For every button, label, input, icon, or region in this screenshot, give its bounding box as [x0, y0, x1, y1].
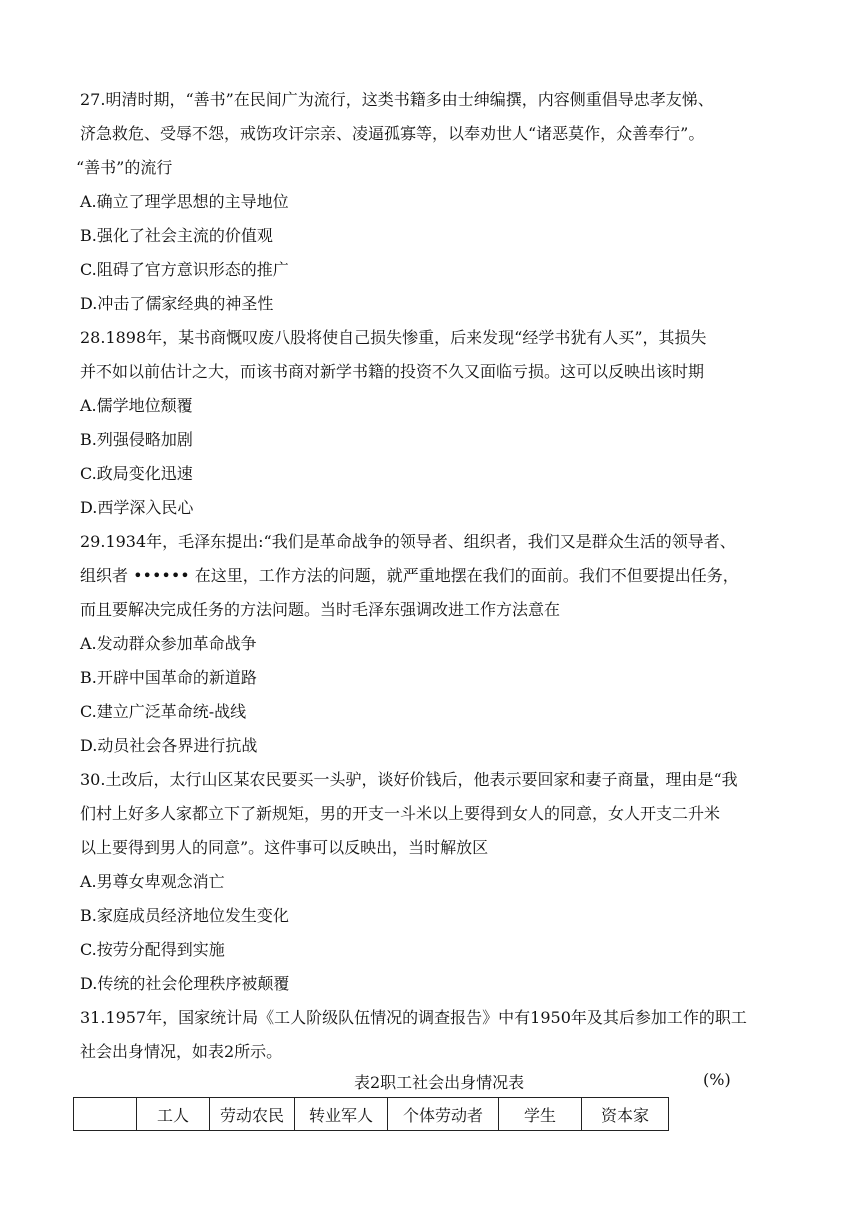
q27-line-1: 27.明清时期，“善书”在民间广为流行，这类书籍多由士绅编撰，内容侧重倡导忠孝友悌、 [80, 90, 714, 109]
table-caption: 表2职工社会出身情况表 [354, 1073, 525, 1092]
q31-line-1: 31.1957年，国家统计局《工人阶级队伍情况的调查报告》中有1950年及其后参加工作的职工 [80, 1008, 747, 1027]
q28-option-c: C.政局变化迅速 [80, 464, 193, 483]
table-header-cell: 转业军人 [295, 1098, 388, 1131]
q29-line-1: 29.1934年，毛泽东提出:“我们是革命战争的领导者、组织者，我们又是群众生活的领导者、 [80, 532, 736, 551]
q29-line-2: 组织者 •••••• 在这里，工作方法的问题，就严重地摆在我们的面前。我们不但要提出任务， [80, 566, 739, 585]
q31-line-2: 社会出身情况，如表2所示。 [80, 1042, 283, 1061]
q29-option-d: D.动员社会各界进行抗战 [80, 736, 258, 755]
q28-line-1: 28.1898年，某书商慨叹废八股将使自己损失惨重，后来发现“经学书犹有人买”，其损失 [80, 328, 707, 347]
table-header-cell: 工人 [137, 1098, 210, 1131]
q27-option-c: C.阻碍了官方意识形态的推广 [80, 260, 289, 279]
q28-option-a: A.儒学地位颓覆 [80, 396, 193, 415]
table-header-cell: 个体劳动者 [388, 1098, 499, 1131]
q29-option-a: A.发动群众参加革命战争 [80, 634, 257, 653]
q27-option-b: B.强化了社会主流的价值观 [80, 226, 273, 245]
q28-option-d: D.西学深入民心 [80, 498, 194, 517]
q28-option-b: B.列强侵略加剧 [80, 430, 193, 449]
q27-option-a: A.确立了理学思想的主导地位 [80, 192, 289, 211]
q30-option-a: A.男尊女卑观念消亡 [80, 872, 225, 891]
table-unit: (%) [703, 1070, 731, 1089]
q30-line-3: 以上要得到男人的同意”。这件事可以反映出，当时解放区 [80, 838, 489, 857]
q27-option-d: D.冲击了儒家经典的神圣性 [80, 294, 274, 313]
q29-option-b: B.开辟中国革命的新道路 [80, 668, 257, 687]
q28-line-2: 并不如以前估计之大，而该书商对新学书籍的投资不久又面临亏损。这可以反映出该时期 [80, 362, 705, 381]
table-header-cell: 学生 [499, 1098, 582, 1131]
q27-line-2: 济急救危、受辱不怨，戒饬攻讦宗亲、凌逼孤寡等，以奉劝世人“诸恶莫作，众善奉行”。 [80, 124, 705, 143]
q30-option-c: C.按劳分配得到实施 [80, 940, 225, 959]
q27-line-3: “善书”的流行 [76, 158, 173, 177]
table-header-cell [74, 1098, 137, 1131]
table-header-row [74, 1098, 669, 1131]
q30-line-2: 们村上好多人家都立下了新规矩，男的开支一斗米以上要得到女人的同意，女人开支二升米 [80, 804, 721, 823]
table-header-cell: 劳动农民 [210, 1098, 295, 1131]
q30-line-1: 30.土改后，太行山区某农民要买一头驴，谈好价钱后，他表示要回家和妻子商量，理由是“我 [80, 770, 738, 789]
q30-option-b: B.家庭成员经济地位发生变化 [80, 906, 289, 925]
q29-line-3: 而且要解决完成任务的方法问题。当时毛泽东强调改进工作方法意在 [80, 600, 561, 619]
table-header-cell: 资本家 [582, 1098, 669, 1131]
q30-option-d: D.传统的社会伦理秩序被颠覆 [80, 974, 290, 993]
q29-option-c: C.建立广泛革命统-战线 [80, 702, 247, 721]
occupation-origin-table [73, 1097, 669, 1131]
